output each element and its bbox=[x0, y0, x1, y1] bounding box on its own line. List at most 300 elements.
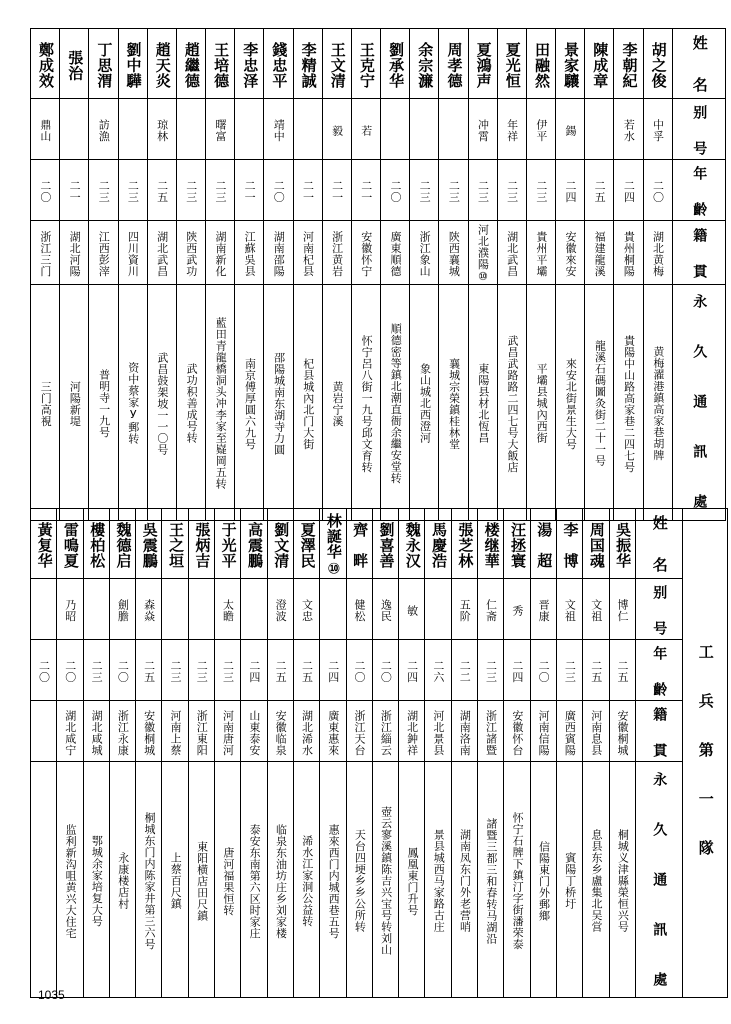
cell-name bbox=[614, 29, 643, 99]
cell-text: 二〇 bbox=[272, 180, 286, 203]
cell-text: 王之垣 bbox=[167, 522, 186, 569]
cell-alias bbox=[188, 579, 214, 640]
cell-text: 息县东乡盧集北吴営 bbox=[590, 829, 604, 933]
cell-text: 浙江三门 bbox=[38, 230, 52, 277]
cell-name bbox=[118, 29, 147, 99]
cell-text: 李 博 bbox=[561, 522, 580, 569]
cell-alias bbox=[264, 99, 293, 160]
unit-label-text: 工 兵 第 一 隊 bbox=[696, 643, 715, 863]
cell-age bbox=[83, 640, 109, 701]
cell-native bbox=[439, 221, 468, 285]
cell-age bbox=[410, 160, 439, 221]
cell-name bbox=[583, 509, 609, 579]
cell-text: 二〇 bbox=[353, 660, 367, 683]
cell-age bbox=[614, 160, 643, 221]
column-header-text: 永 久 通 訊 處 bbox=[691, 294, 708, 518]
cell-text: 普明寺一九号 bbox=[97, 369, 111, 438]
cell-text: 二一 bbox=[243, 180, 257, 203]
cell-name bbox=[147, 29, 176, 99]
cell-address bbox=[643, 284, 672, 520]
cell-text: 黃复华 bbox=[35, 522, 54, 569]
cell-text: 平壩县城內西街 bbox=[535, 363, 549, 444]
cell-text: 劉文清 bbox=[272, 522, 291, 569]
cell-native bbox=[614, 221, 643, 285]
cell-text: 资中蔡家У郵转 bbox=[126, 362, 140, 445]
cell-text: 二四 bbox=[564, 180, 577, 203]
cell-alias bbox=[320, 579, 346, 640]
cell-address bbox=[351, 284, 380, 520]
cell-text: 文祖 bbox=[563, 599, 577, 622]
cell-native bbox=[451, 701, 477, 762]
cell-native bbox=[60, 221, 89, 285]
cell-text: 二三 bbox=[447, 180, 461, 203]
cell-name bbox=[188, 509, 214, 579]
cell-text: 吳震鵬 bbox=[140, 522, 159, 569]
cell-address bbox=[206, 284, 235, 520]
cell-text: 湖北黄梅 bbox=[651, 230, 665, 277]
cell-text: 湖北咸城 bbox=[90, 709, 104, 756]
cell-age bbox=[109, 640, 135, 701]
cell-text: 泰安东南第六区时家庄 bbox=[248, 823, 262, 939]
cell-address bbox=[526, 284, 555, 520]
cell-text: 周孝德 bbox=[445, 42, 464, 89]
cell-alias bbox=[31, 579, 57, 640]
cell-text: 黄梅濯港鎮高家巷胡牌 bbox=[651, 346, 665, 461]
column-header-age bbox=[672, 160, 725, 221]
cell-alias bbox=[293, 99, 322, 160]
cell-address bbox=[585, 284, 614, 520]
cell-address bbox=[439, 284, 468, 520]
cell-text: 太瞻 bbox=[221, 599, 235, 622]
cell-text: 湖北浠水 bbox=[300, 709, 314, 756]
table-row bbox=[31, 640, 728, 701]
cell-alias bbox=[136, 579, 162, 640]
cell-text: 二三 bbox=[221, 660, 235, 683]
cell-native bbox=[176, 221, 205, 285]
cell-age bbox=[497, 160, 526, 221]
table-row bbox=[31, 762, 728, 998]
cell-native bbox=[351, 221, 380, 285]
cell-text: 四川資川 bbox=[126, 230, 140, 277]
cell-age bbox=[293, 640, 319, 701]
cell-age bbox=[585, 160, 614, 221]
cell-text: 景家驤 bbox=[562, 42, 581, 89]
cell-native bbox=[609, 701, 635, 762]
cell-text: 劉中驊 bbox=[124, 42, 143, 89]
cell-native bbox=[162, 701, 188, 762]
table-row bbox=[31, 99, 726, 160]
cell-text: 林誕华⑩ bbox=[324, 513, 343, 578]
cell-text: 二〇 bbox=[537, 660, 551, 683]
cell-text: 安徽怀台 bbox=[510, 709, 524, 756]
cell-text: 湖北咸宁 bbox=[63, 709, 77, 756]
cell-native bbox=[372, 701, 398, 762]
cell-text: 二〇 bbox=[37, 660, 51, 683]
cell-name bbox=[556, 29, 585, 99]
cell-address bbox=[57, 762, 83, 998]
column-header-text: 永 久 通 訊 處 bbox=[651, 771, 668, 996]
cell-text: 魏永汉 bbox=[403, 522, 422, 569]
cell-address bbox=[147, 284, 176, 520]
cell-alias bbox=[89, 99, 118, 160]
cell-text: 信陽東门外郵鄉 bbox=[537, 840, 551, 922]
cell-native bbox=[206, 221, 235, 285]
cell-name bbox=[241, 509, 267, 579]
cell-name bbox=[57, 509, 83, 579]
cell-name bbox=[176, 29, 205, 99]
cell-native bbox=[264, 221, 293, 285]
cell-text: 田融然 bbox=[532, 42, 551, 89]
cell-native bbox=[89, 221, 118, 285]
cell-age bbox=[322, 160, 351, 221]
cell-text: 二一 bbox=[359, 180, 373, 203]
cell-text: 二二 bbox=[458, 660, 472, 683]
cell-native bbox=[136, 701, 162, 762]
cell-text: 秀 bbox=[510, 604, 524, 617]
cell-text: 河陽新堤 bbox=[68, 380, 82, 427]
cell-text: 丁思渭 bbox=[95, 42, 114, 89]
cell-address bbox=[215, 762, 241, 998]
cell-alias bbox=[118, 99, 147, 160]
cell-alias bbox=[241, 579, 267, 640]
cell-address bbox=[162, 762, 188, 998]
cell-name bbox=[526, 29, 555, 99]
cell-alias bbox=[176, 99, 205, 160]
cell-address bbox=[478, 762, 504, 998]
cell-text: 李精誠 bbox=[299, 42, 318, 89]
cell-text: 中孚 bbox=[651, 119, 665, 142]
cell-text: 浙江緇云 bbox=[379, 709, 393, 756]
cell-age bbox=[31, 640, 57, 701]
cell-native bbox=[556, 221, 585, 285]
cell-alias bbox=[399, 579, 425, 640]
cell-native bbox=[147, 221, 176, 285]
cell-age bbox=[468, 160, 497, 221]
cell-text: 龍溪石碼圖灸街二十一号 bbox=[593, 340, 607, 467]
cell-text: 二〇 bbox=[63, 660, 77, 683]
cell-text: 年祥 bbox=[505, 119, 519, 142]
cell-text: 張炳吉 bbox=[193, 522, 212, 569]
cell-text: 象山城北西澄河 bbox=[418, 363, 432, 444]
column-header-address bbox=[672, 284, 725, 520]
cell-alias bbox=[83, 579, 109, 640]
cell-name bbox=[215, 509, 241, 579]
cell-age bbox=[235, 160, 264, 221]
cell-native bbox=[504, 701, 530, 762]
cell-alias bbox=[614, 99, 643, 160]
cell-text: 二三 bbox=[184, 180, 198, 203]
cell-text: 廣東惠來 bbox=[326, 709, 340, 756]
cell-text: 二三 bbox=[168, 660, 182, 683]
cell-text: 二五 bbox=[593, 180, 607, 203]
cell-alias bbox=[526, 99, 555, 160]
cell-native bbox=[83, 701, 109, 762]
cell-alias bbox=[425, 579, 451, 640]
cell-text: 杞县城內北门大街 bbox=[301, 357, 315, 450]
cell-text: 賓陽丁桥圩 bbox=[563, 852, 577, 910]
cell-age bbox=[372, 640, 398, 701]
cell-native bbox=[118, 221, 147, 285]
cell-native bbox=[109, 701, 135, 762]
cell-text: 二四 bbox=[326, 660, 340, 683]
cell-age bbox=[351, 160, 380, 221]
cell-native bbox=[320, 701, 346, 762]
cell-address bbox=[399, 762, 425, 998]
cell-text: 监利新沟咀黄兴大住宅 bbox=[64, 823, 78, 939]
cell-alias bbox=[468, 99, 497, 160]
cell-text: 藍田青龍橋洞头冲李家至嶷岡五转 bbox=[214, 317, 228, 490]
cell-text: 陝西武功 bbox=[184, 230, 198, 277]
cell-text: 逸民 bbox=[379, 599, 393, 622]
cell-text: 怀宁石牌下鎮汀字街潘荣泰 bbox=[511, 812, 525, 950]
cell-age bbox=[188, 640, 214, 701]
cell-text: 澄波 bbox=[274, 599, 288, 622]
cell-age bbox=[451, 640, 477, 701]
cell-address bbox=[556, 284, 585, 520]
cell-native bbox=[425, 701, 451, 762]
cell-text: 武昌鼓架坡一一〇号 bbox=[155, 351, 169, 456]
cell-alias bbox=[410, 99, 439, 160]
cell-text: 鼎山 bbox=[38, 119, 52, 142]
cell-text: 湖南新化 bbox=[213, 230, 227, 277]
cell-text: 健松 bbox=[353, 599, 367, 622]
cell-age bbox=[264, 160, 293, 221]
cell-address bbox=[188, 762, 214, 998]
cell-native bbox=[410, 221, 439, 285]
cell-text: 二六 bbox=[431, 660, 445, 683]
cell-text: 浙江天台 bbox=[353, 709, 367, 756]
cell-address bbox=[235, 284, 264, 520]
cell-text: 東阳横店田尺鎮 bbox=[195, 840, 209, 922]
cell-age bbox=[118, 160, 147, 221]
cell-address bbox=[109, 762, 135, 998]
cell-text: 陳成章 bbox=[591, 42, 610, 89]
cell-text: 二〇 bbox=[379, 660, 393, 683]
cell-text: 安徽临泉 bbox=[274, 709, 288, 756]
cell-text: 二三 bbox=[90, 660, 104, 683]
cell-text: 二三 bbox=[534, 180, 548, 203]
cell-alias bbox=[293, 579, 319, 640]
column-header-text: 籍 貫 bbox=[691, 228, 708, 283]
cell-text: 二三 bbox=[505, 180, 519, 203]
cell-text: 安徽桐城 bbox=[142, 709, 156, 756]
cell-text: 五阶 bbox=[458, 599, 472, 622]
cell-name bbox=[60, 29, 89, 99]
cell-alias bbox=[556, 99, 585, 160]
cell-address bbox=[31, 762, 57, 998]
cell-text: 陝西襄城 bbox=[447, 230, 461, 277]
cell-text: 吳振华 bbox=[614, 522, 633, 569]
cell-address bbox=[293, 762, 319, 998]
cell-text: 上蔡百尺鎮 bbox=[169, 852, 183, 910]
cell-text: 湖南邵陽 bbox=[272, 230, 286, 277]
cell-alias bbox=[162, 579, 188, 640]
cell-address bbox=[372, 762, 398, 998]
cell-address bbox=[556, 762, 582, 998]
cell-text: 浙江諸暨 bbox=[484, 709, 498, 756]
cell-alias bbox=[609, 579, 635, 640]
cell-text: 曙富 bbox=[213, 119, 227, 142]
cell-alias bbox=[31, 99, 60, 160]
cell-text: 河南信陽 bbox=[537, 709, 551, 756]
cell-age bbox=[60, 160, 89, 221]
column-header-name bbox=[635, 509, 682, 579]
table-row bbox=[31, 221, 726, 285]
cell-text: 晋康 bbox=[537, 599, 551, 622]
cell-age bbox=[241, 640, 267, 701]
cell-name bbox=[293, 509, 319, 579]
cell-age bbox=[346, 640, 372, 701]
cell-text: 浠水江家洞公益转 bbox=[300, 835, 314, 927]
cell-text: 天台四埂乡乡公所转 bbox=[353, 829, 367, 933]
cell-age bbox=[609, 640, 635, 701]
cell-text: 乃昭 bbox=[63, 599, 77, 622]
cell-alias bbox=[57, 579, 83, 640]
cell-text: 永康楼店村 bbox=[116, 852, 130, 910]
cell-text: 鳳凰東门升号 bbox=[405, 846, 419, 916]
cell-age bbox=[504, 640, 530, 701]
cell-native bbox=[346, 701, 372, 762]
cell-text: 王培德 bbox=[212, 42, 231, 89]
cell-alias bbox=[585, 99, 614, 160]
cell-address bbox=[176, 284, 205, 520]
cell-text: 鍚 bbox=[564, 124, 577, 137]
cell-text: 胡之俊 bbox=[649, 42, 668, 89]
cell-text: 劉承华 bbox=[387, 42, 406, 89]
cell-name bbox=[320, 509, 346, 579]
table-row bbox=[31, 579, 728, 640]
cell-text: 惠來西门内城西巷五号 bbox=[327, 823, 341, 939]
cell-text: 临泉东油坊庄乡刘家楼 bbox=[274, 823, 288, 939]
cell-address bbox=[609, 762, 635, 998]
cell-text: 張芝林 bbox=[456, 522, 475, 569]
cell-alias bbox=[497, 99, 526, 160]
cell-address bbox=[322, 284, 351, 520]
cell-address bbox=[320, 762, 346, 998]
cell-text: 楼继華 bbox=[482, 522, 501, 569]
cell-alias bbox=[109, 579, 135, 640]
cell-native bbox=[399, 701, 425, 762]
cell-text: 南京傅厚圓六九号 bbox=[243, 357, 257, 450]
column-header-native bbox=[672, 221, 725, 285]
cell-address bbox=[425, 762, 451, 998]
cell-alias bbox=[215, 579, 241, 640]
cell-address bbox=[31, 284, 60, 520]
cell-text: 二三 bbox=[418, 180, 432, 203]
cell-alias bbox=[530, 579, 556, 640]
cell-native bbox=[322, 221, 351, 285]
cell-address bbox=[583, 762, 609, 998]
cell-native bbox=[241, 701, 267, 762]
cell-text: 博仁 bbox=[616, 599, 629, 622]
cell-text: 河南唐河 bbox=[221, 709, 235, 756]
cell-text: 河南息县 bbox=[589, 709, 603, 756]
cell-address bbox=[614, 284, 643, 520]
cell-alias bbox=[235, 99, 264, 160]
cell-native bbox=[381, 221, 410, 285]
cell-age bbox=[478, 640, 504, 701]
column-header-alias bbox=[672, 99, 725, 160]
cell-text: 馬慶浩 bbox=[430, 522, 449, 569]
cell-text: 二三 bbox=[484, 660, 498, 683]
cell-text: 冲霄 bbox=[476, 119, 490, 142]
column-header-text: 籍 貫 bbox=[651, 707, 668, 761]
cell-address bbox=[89, 284, 118, 520]
table-row bbox=[31, 509, 728, 579]
cell-native bbox=[468, 221, 497, 285]
cell-address bbox=[60, 284, 89, 520]
cell-age bbox=[556, 160, 585, 221]
cell-text: 二一 bbox=[301, 180, 315, 203]
cell-text: 安徽怀宁 bbox=[359, 230, 373, 277]
table-row bbox=[31, 160, 726, 221]
cell-age bbox=[583, 640, 609, 701]
cell-text: 齊 畔 bbox=[351, 522, 370, 569]
cell-name bbox=[346, 509, 372, 579]
cell-name bbox=[89, 29, 118, 99]
cell-name bbox=[439, 29, 468, 99]
column-header-address bbox=[635, 762, 682, 998]
cell-text: 安徽來安 bbox=[564, 230, 577, 277]
cell-text: 二三 bbox=[195, 660, 209, 683]
cell-name bbox=[609, 509, 635, 579]
cell-name bbox=[235, 29, 264, 99]
cell-text: 夏鴻声 bbox=[474, 42, 493, 89]
cell-age bbox=[643, 160, 672, 221]
cell-name bbox=[381, 29, 410, 99]
cell-name bbox=[264, 29, 293, 99]
cell-text: 二〇 bbox=[116, 660, 130, 683]
cell-text: 鄂城余家培复大号 bbox=[90, 835, 104, 927]
cell-address bbox=[241, 762, 267, 998]
cell-native bbox=[478, 701, 504, 762]
column-header-age bbox=[635, 640, 682, 701]
cell-address bbox=[293, 284, 322, 520]
cell-age bbox=[136, 640, 162, 701]
cell-text: 黄岩宁溪 bbox=[330, 380, 344, 427]
cell-text: 二四 bbox=[510, 660, 524, 683]
cell-text: 浙江黄岩 bbox=[330, 230, 344, 277]
cell-name bbox=[267, 509, 293, 579]
cell-native bbox=[643, 221, 672, 285]
table-row bbox=[31, 29, 726, 99]
cell-age bbox=[530, 640, 556, 701]
cell-address bbox=[118, 284, 147, 520]
roster-table-bottom bbox=[30, 508, 728, 998]
cell-age bbox=[147, 160, 176, 221]
column-header-text: 姓 名 bbox=[650, 515, 669, 578]
unit-label-cell bbox=[682, 509, 727, 998]
cell-name bbox=[109, 509, 135, 579]
cell-text: 桐城义津縣榮恒兴号 bbox=[616, 829, 630, 933]
cell-alias bbox=[206, 99, 235, 160]
cell-age bbox=[176, 160, 205, 221]
cell-native bbox=[267, 701, 293, 762]
cell-text: 河南杞县 bbox=[301, 230, 315, 277]
cell-alias bbox=[60, 99, 89, 160]
cell-name bbox=[31, 509, 57, 579]
cell-text: 順德密等鎮北潮直衙余繼安堂转 bbox=[389, 323, 403, 484]
cell-age bbox=[57, 640, 83, 701]
cell-text: 劉喜善 bbox=[377, 522, 396, 569]
cell-name bbox=[136, 509, 162, 579]
cell-native bbox=[215, 701, 241, 762]
cell-text: 二一 bbox=[330, 180, 344, 203]
cell-address bbox=[504, 762, 530, 998]
cell-name bbox=[399, 509, 425, 579]
cell-name bbox=[351, 29, 380, 99]
cell-name bbox=[425, 509, 451, 579]
